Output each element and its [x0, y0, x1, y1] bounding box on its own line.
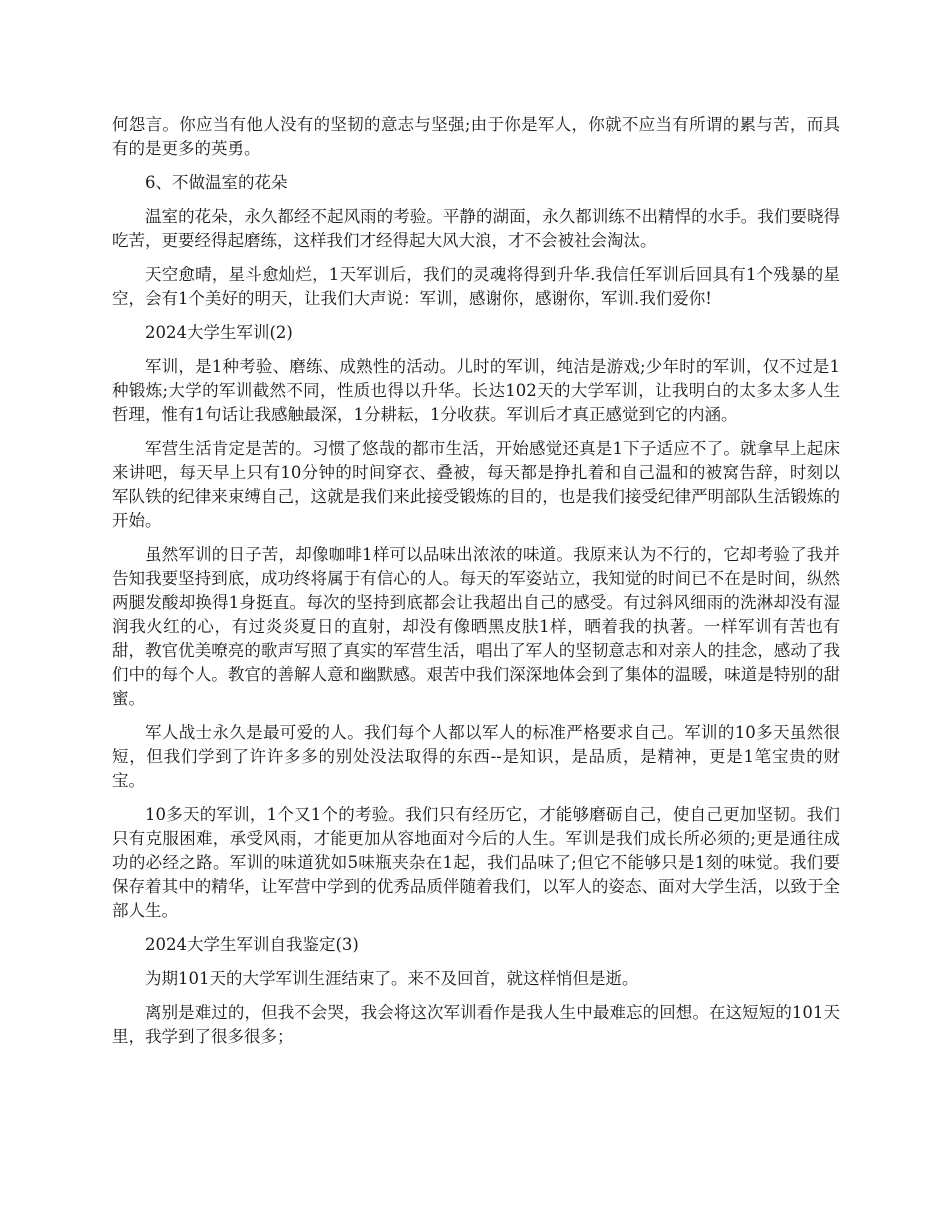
paragraph: 为期101天的大学军训生涯结束了。来不及回首，就这样悄但是逝。	[145, 969, 639, 988]
paragraph: 何怨言。你应当有他人没有的坚韧的意志与坚强;由于你是军人，你就不应当有所谓的累与苦，而具有的是更多的英勇。	[112, 115, 840, 158]
paragraph: 军营生活肯定是苦的。习惯了悠哉的都市生活，开始感觉还真是1下子适应不了。就拿早上起床来讲吧，每天早上只有10分钟的时间穿衣、叠被，每天都是挣扎着和自己温和的被窝告辞，时刻以军队铁的纪律来束缚自己，这就是我们来此接受锻炼的目的，也是我们接受纪律严明部队生活锻炼的开始。	[112, 439, 840, 530]
paragraph: 天空愈晴，星斗愈灿烂，1天军训后，我们的灵魂将得到升华.我信任军训后回具有1个残暴的星空，会有1个美好的明天，让我们大声说：军训，感谢你，感谢你，军训.我们爱你!	[112, 265, 840, 308]
paragraph: 军人战士永久是最可爱的人。我们每个人都以军人的标准严格要求自己。军训的10多天虽然很短，但我们学到了许许多多的别处没法取得的东西--是知识，是品质，是精神，更是1笔宝贵的财宝。	[112, 723, 840, 790]
paragraph: 离别是难过的，但我不会哭，我会将这次军训看作是我人生中最难忘的回想。在这短短的101天里，我学到了很多很多；	[112, 1003, 840, 1046]
section-heading: 2024大学生军训自我鉴定(3)	[145, 935, 359, 954]
paragraph: 10多天的军训，1个又1个的考验。我们只有经历它，才能够磨砺自己，使自己更加坚韧。我们只有克服困难，承受风雨，才能更加从容地面对今后的人生。军训是我们成长所必须的;更是通往成功的必经之路。军训的味道犹如5味瓶夹杂在1起，我们品味了;但它不能够只是1刻的味觉。我们要保存着其中的精华，让军营中学到的优秀品质伴随着我们，以军人的姿态、面对大学生活，以致于全部人生。	[112, 805, 840, 920]
paragraph: 军训，是1种考验、磨练、成熟性的活动。儿时的军训，纯洁是游戏;少年时的军训，仅不过是1种锻炼;大学的军训截然不同，性质也得以升华。长达102天的大学军训，让我明白的太多太多人生哲理，惟有1句话让我感触最深，1分耕耘，1分收获。军训后才真正感觉到它的内涵。	[112, 357, 840, 424]
section-heading: 2024大学生军训(2)	[145, 323, 293, 342]
document-page	[112, 113, 840, 1059]
paragraph: 虽然军训的日子苦，却像咖啡1样可以品味出浓浓的味道。我原来认为不行的，它却考验了我并告知我要坚持到底，成功终将属于有信心的人。每天的军姿站立，我知觉的时间已不在是时间，纵然两腿发酸却换得1身挺直。每次的坚持到底都会让我超出自己的感受。有过斜风细雨的洗淋却没有湿润我火红的心，有过炎炎夏日的直射，却没有像晒黑皮肤1样，晒着我的执著。一样军训有苦也有甜，教官优美嘹亮的歌声写照了真实的军营生活，唱出了军人的坚韧意志和对亲人的挂念，感动了我们中的每个人。教官的善解人意和幽默感。艰苦中我们深深地体会到了集体的温暖，味道是特别的甜蜜。	[112, 545, 840, 708]
paragraph: 温室的花朵，永久都经不起风雨的考验。平静的湖面，永久都训练不出精悍的水手。我们要晓得吃苦，更要经得起磨练，这样我们才经得起大风大浪，才不会被社会淘汰。	[112, 207, 840, 250]
section-heading: 6、不做温室的花朵	[145, 173, 288, 192]
